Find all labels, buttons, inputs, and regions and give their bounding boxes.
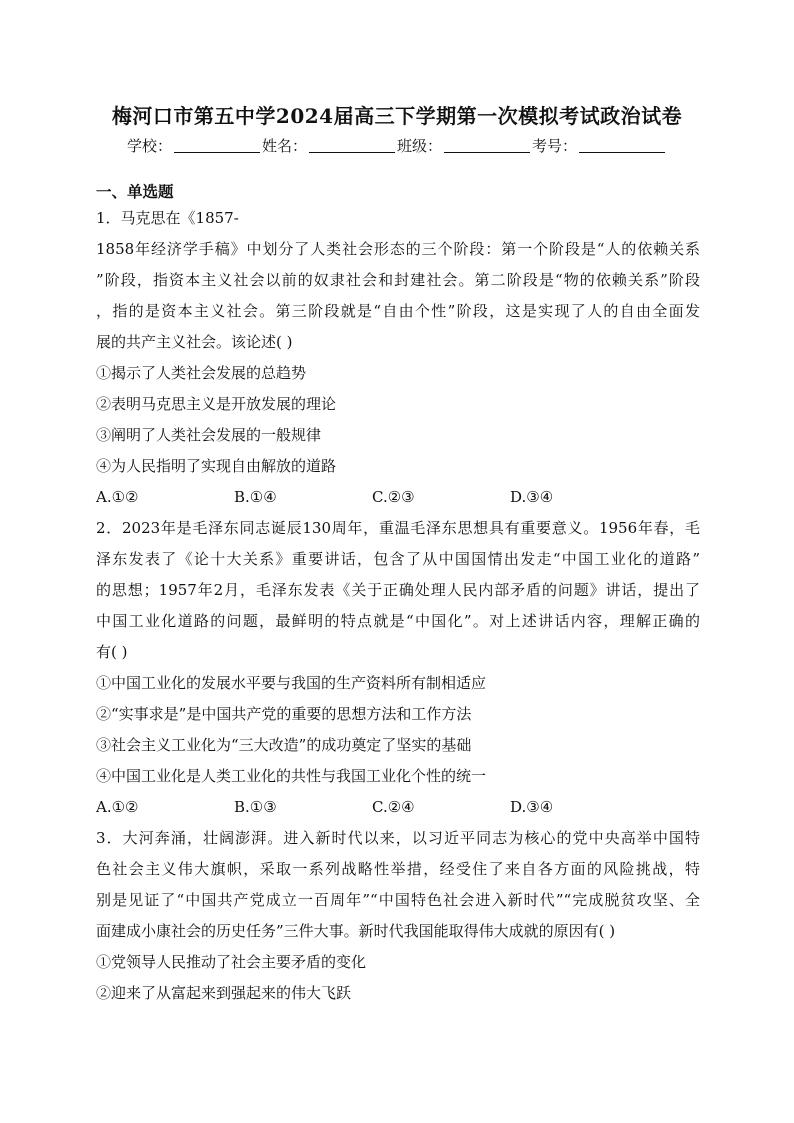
option-b[interactable]: B.①④ bbox=[234, 488, 277, 506]
exam-number-field bbox=[532, 135, 667, 156]
option-d[interactable]: D.③④ bbox=[510, 488, 554, 506]
question-stem-line: 的思想；1957年2月，毛泽东发表《关于正确处理人民内部矛盾的问题》讲话，提出了 bbox=[96, 581, 700, 599]
exam-title: 梅河口市第五中学2024届高三下学期第一次模拟考试政治试卷 bbox=[111, 104, 683, 128]
question-stem-line: 泽东发表了《论十大关系》重要讲话，包含了从中国国情出发走“中国工业化的道路” bbox=[96, 550, 700, 568]
question bbox=[96, 823, 700, 1009]
name-field bbox=[262, 135, 397, 156]
question-stem-line: 1．马克思在《1857- bbox=[96, 209, 239, 227]
school-blank[interactable] bbox=[174, 138, 260, 153]
option-b[interactable]: B.①③ bbox=[234, 798, 277, 816]
statement: ①揭示了人类社会发展的总趋势 bbox=[96, 364, 307, 382]
statement: ③阐明了人类社会发展的一般规律 bbox=[96, 426, 322, 444]
question-stem-line: ，指的是资本主义社会。第三阶段就是“自由个性”阶段，这是实现了人的自由全面发 bbox=[96, 302, 700, 320]
option-c[interactable]: C.②④ bbox=[372, 798, 415, 816]
exam-number-blank[interactable] bbox=[579, 138, 665, 153]
statement: ④中国工业化是人类工业化的共性与我国工业化个性的统一 bbox=[96, 767, 487, 785]
statement: ③社会主义工业化为“三大改造”的成功奠定了坚实的基础 bbox=[96, 736, 472, 754]
question-stem-line: 3．大河奔涌，壮阔澎湃。进入新时代以来，以习近平同志为核心的党中央高举中国特 bbox=[96, 829, 700, 847]
student-info-row bbox=[0, 135, 794, 156]
statement: ④为人民指明了实现自由解放的道路 bbox=[96, 457, 337, 475]
statement: ②迎来了从富起来到强起来的伟大飞跃 bbox=[96, 984, 352, 1002]
exam-number-label: 考号： bbox=[532, 137, 578, 155]
question-stem-line: 色社会主义伟大旗帜，采取一系列战略性举措，经受住了来自各方面的风险挑战，特 bbox=[96, 860, 700, 878]
option-c[interactable]: C.②③ bbox=[372, 488, 415, 506]
answer-options bbox=[96, 792, 700, 823]
section-title: 一、单选题 bbox=[96, 182, 174, 201]
question-stem-line: 有( ) bbox=[96, 643, 128, 661]
option-a[interactable]: A.①② bbox=[96, 798, 139, 816]
class-field bbox=[397, 135, 532, 156]
question-stem-line: ”阶段，指资本主义社会以前的奴隶社会和封建社会。第二阶段是“物的依赖关系”阶段 bbox=[96, 271, 700, 289]
questions-container bbox=[96, 203, 700, 1009]
class-blank[interactable] bbox=[444, 138, 530, 153]
question-stem-line: 2．2023年是毛泽东同志诞辰130周年，重温毛泽东思想具有重要意义。1956年春，毛 bbox=[96, 519, 700, 537]
name-blank[interactable] bbox=[309, 138, 395, 153]
name-label: 姓名： bbox=[261, 137, 307, 155]
class-label: 班级： bbox=[397, 137, 443, 155]
question bbox=[96, 513, 700, 823]
statement: ①党领导人民推动了社会主要矛盾的变化 bbox=[96, 953, 367, 971]
statement: ②“实事求是”是中国共产党的重要的思想方法和工作方法 bbox=[96, 705, 472, 723]
question-stem-line: 面建成小康社会的历史任务”三件大事。新时代我国能取得伟大成就的原因有( ) bbox=[96, 922, 616, 940]
option-a[interactable]: A.①② bbox=[96, 488, 139, 506]
option-d[interactable]: D.③④ bbox=[510, 798, 554, 816]
question-stem-line: 1858年经济学手稿》中划分了人类社会形态的三个阶段：第一个阶段是“人的依赖关系 bbox=[96, 240, 700, 258]
school-label: 学校： bbox=[126, 137, 172, 155]
question bbox=[96, 203, 700, 513]
question-stem-line: 中国工业化道路的问题，最鲜明的特点就是“中国化”。对上述讲话内容，理解正确的 bbox=[96, 612, 700, 630]
statement: ①中国工业化的发展水平要与我国的生产资料所有制相适应 bbox=[96, 674, 487, 692]
question-stem-line: 展的共产主义社会。该论述( ) bbox=[96, 333, 293, 351]
statement: ②表明马克思主义是开放发展的理论 bbox=[96, 395, 337, 413]
school-field bbox=[127, 135, 262, 156]
answer-options bbox=[96, 482, 700, 513]
question-stem-line: 别是见证了“中国共产党成立一百周年”“中国特色社会进入新时代”“完成脱贫攻坚、全 bbox=[96, 891, 700, 909]
